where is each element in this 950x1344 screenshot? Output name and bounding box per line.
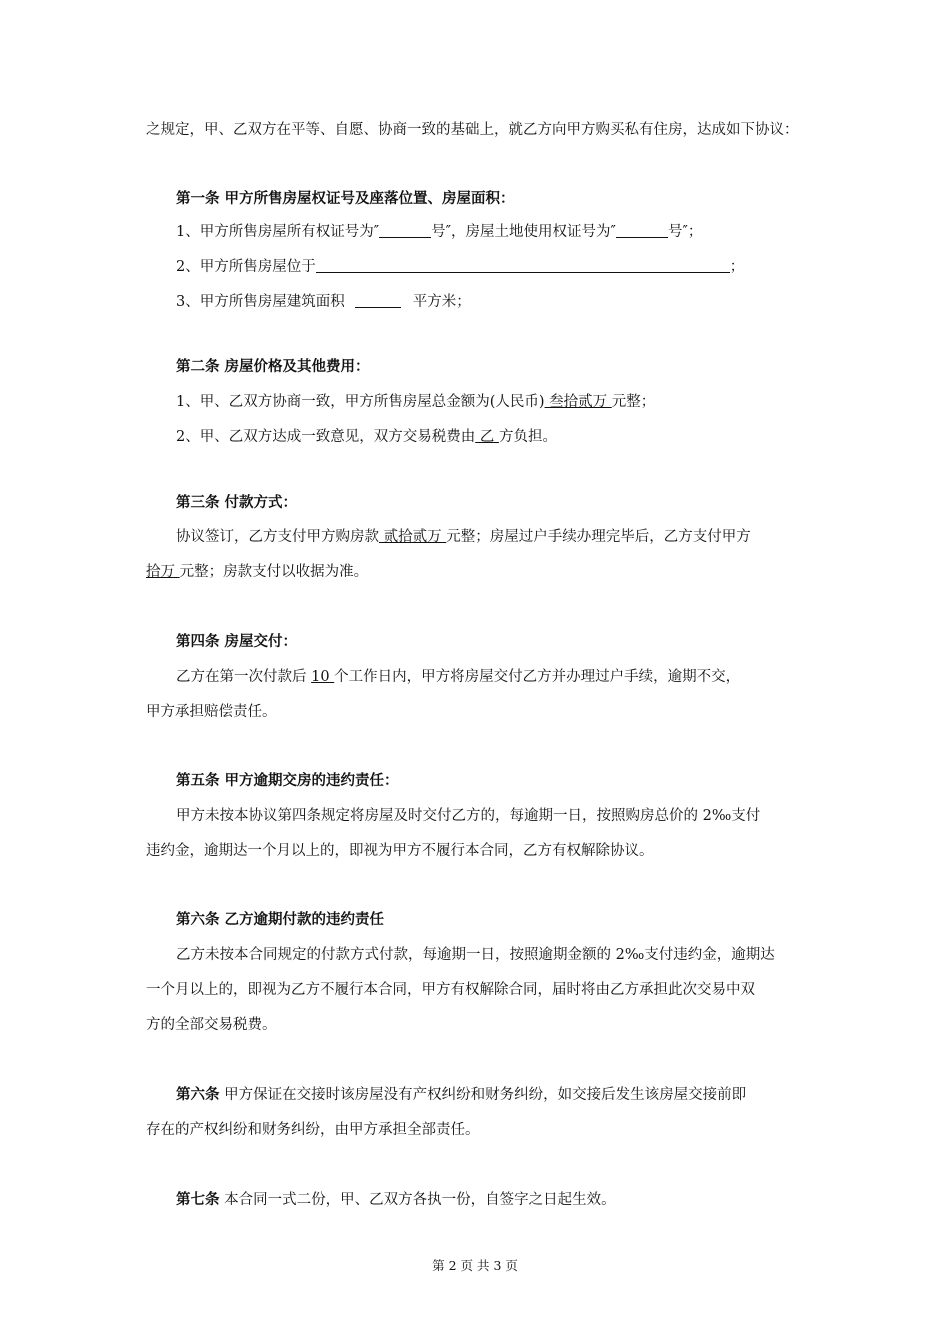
- intro-text: 之规定，甲、乙双方在平等、自愿、协商一致的基础上，就乙方向甲方购买私有住房，达成如下协议：: [146, 122, 799, 138]
- article-2-item-1: [176, 392, 655, 412]
- text: ；: [729, 259, 745, 275]
- text: 元整；房款支付以收据为准。: [179, 564, 369, 580]
- article-3-title: 第三条 付款方式：: [176, 494, 298, 511]
- text: 2、甲、乙双方达成一致意见，双方交易税费由: [176, 429, 476, 445]
- text: 甲方保证在交接时该房屋没有产权纠纷和财务纠纷，如交接后发生该房屋交接前即: [219, 1087, 747, 1103]
- first-payment-value: 贰拾贰万: [379, 529, 447, 545]
- text: 1、甲、乙双方协商一致，甲方所售房屋总金额为(人民币): [176, 394, 545, 410]
- article-6b-line-2: 存在的产权纠纷和财务纠纷，由甲方承担全部责任。: [146, 1122, 480, 1138]
- article-4-title: 第四条 房屋交付：: [176, 633, 298, 650]
- article-3-line-2: [146, 562, 368, 582]
- page-footer: 第 2 页 共 3 页: [432, 1258, 518, 1273]
- article-3-line-1: [176, 527, 751, 547]
- text: 方负担。: [498, 429, 557, 445]
- area-blank: [355, 293, 401, 308]
- text: 平方米；: [412, 294, 471, 310]
- text: 号″；: [667, 224, 703, 240]
- article-7-label: 第七条: [176, 1191, 220, 1208]
- text: 元整；: [611, 394, 656, 410]
- text: 1、甲方所售房屋所有权证号为″: [176, 224, 380, 240]
- text: 元整；房屋过户手续办理完毕后，乙方支付甲方: [446, 529, 751, 545]
- article-5-title: 第五条 甲方逾期交房的违约责任：: [176, 772, 399, 789]
- article-4-line-2: 甲方承担赔偿责任。: [146, 704, 277, 720]
- text: 3、甲方所售房屋建筑面积: [176, 294, 345, 310]
- second-payment-value: 拾万: [146, 564, 180, 580]
- total-price-value: 叁拾贰万: [544, 394, 612, 410]
- article-5-line-2: 违约金，逾期达一个月以上的，即视为甲方不履行本合同，乙方有权解除协议。: [146, 843, 654, 859]
- working-days-value: 10: [311, 669, 335, 685]
- article-4-line-1: [176, 667, 740, 687]
- land-cert-number-blank: [616, 223, 668, 238]
- article-2-title: 第二条 房屋价格及其他费用：: [176, 358, 370, 375]
- text: 号″，房屋土地使用权证号为″: [431, 224, 616, 240]
- article-5-line-1: 甲方未按本协议第四条规定将房屋及时交付乙方的，每逾期一日，按照购房总价的 2‰支付: [176, 808, 761, 824]
- text: 本合同一式二份，甲、乙双方各执一份，自签字之日起生效。: [219, 1192, 616, 1208]
- article-6b-line-1: [176, 1085, 746, 1105]
- tax-payer-value: 乙: [475, 429, 499, 445]
- article-1-title: 第一条 甲方所售房屋权证号及座落位置、房屋面积：: [176, 190, 515, 207]
- location-blank: [316, 258, 730, 273]
- article-6-line-3: 方的全部交易税费。: [146, 1017, 277, 1033]
- text: 协议签订，乙方支付甲方购房款: [176, 529, 379, 545]
- article-1-item-1: [176, 222, 702, 242]
- article-7-line-1: [176, 1190, 616, 1210]
- text: 个工作日内，甲方将房屋交付乙方并办理过户手续，逾期不交，: [334, 669, 741, 685]
- article-6b-label: 第六条: [176, 1086, 220, 1103]
- cert-number-blank: [379, 223, 431, 238]
- text: 2、甲方所售房屋位于: [176, 259, 316, 275]
- article-2-item-2: [176, 427, 557, 447]
- article-6-line-1: 乙方未按本合同规定的付款方式付款，每逾期一日，按照逾期金额的 2‰支付违约金，逾期达: [176, 947, 775, 963]
- article-6-line-2: 一个月以上的，即视为乙方不履行本合同，甲方有权解除合同，届时将由乙方承担此次交易中双: [146, 982, 755, 998]
- article-6-title: 第六条 乙方逾期付款的违约责任: [176, 911, 385, 928]
- text: 乙方在第一次付款后: [176, 669, 312, 685]
- article-1-item-3: [176, 292, 471, 312]
- article-1-item-2: [176, 257, 744, 277]
